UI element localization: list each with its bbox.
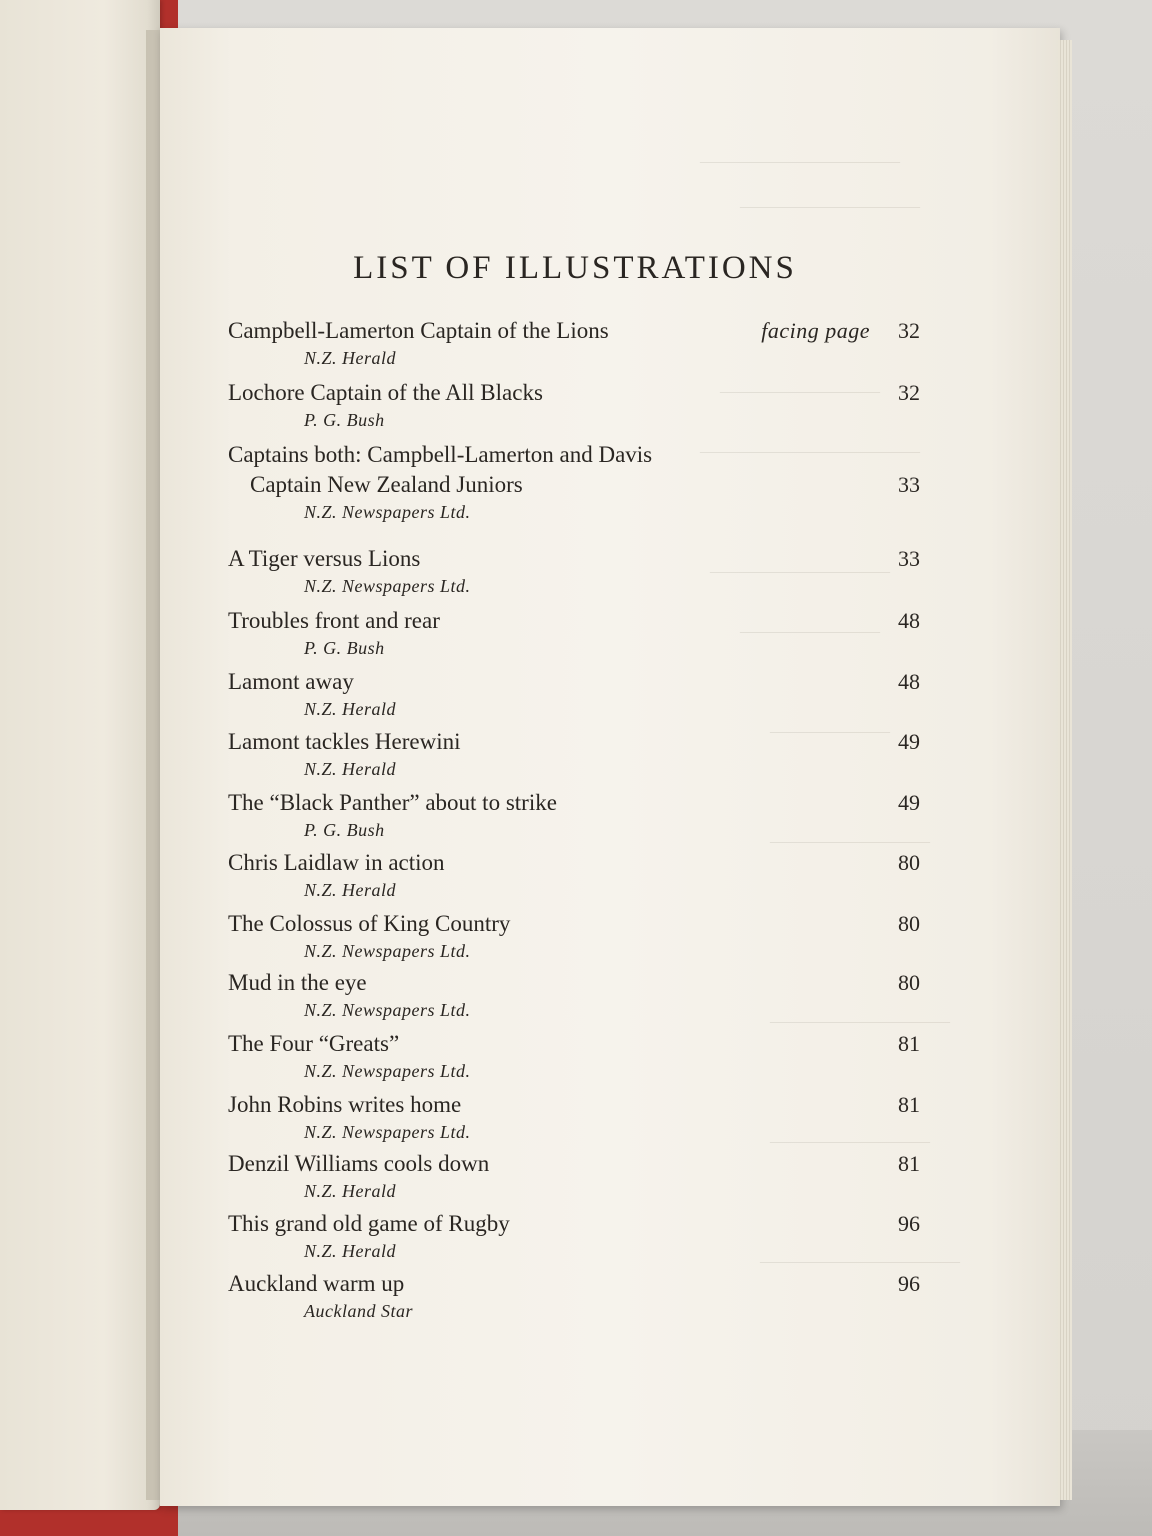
photo-credit: N.Z. Newspapers Ltd.	[304, 502, 471, 522]
page-title: LIST OF ILLUSTRATIONS	[353, 250, 797, 286]
list-item	[228, 316, 928, 370]
photo-credit: N.Z. Newspapers Ltd.	[304, 1061, 471, 1081]
illustration-title: A Tiger versus Lions	[228, 546, 421, 571]
illustration-title: The “Black Panther” about to strike	[228, 790, 557, 815]
page-number: 96	[898, 1271, 920, 1296]
photo-credit: N.Z. Herald	[304, 880, 397, 900]
illustration-title: Troubles front and rear	[228, 608, 440, 633]
facing-page-label: facing page	[761, 318, 870, 343]
list-item	[228, 667, 928, 721]
illustration-title: Auckland warm up	[228, 1271, 405, 1296]
list-item	[228, 968, 928, 1022]
illustration-title: Captains both: Campbell-Lamerton and Davis	[228, 442, 653, 467]
illustration-title: Mud in the eye	[228, 970, 367, 995]
page-number: 33	[898, 546, 920, 571]
list-item	[228, 606, 928, 660]
illustration-title: This grand old game of Rugby	[228, 1211, 510, 1236]
page-number: 80	[898, 970, 920, 995]
page-number: 49	[898, 729, 920, 754]
list-item	[228, 727, 928, 781]
illustration-title: Lamont away	[228, 669, 354, 694]
photo-credit: N.Z. Herald	[304, 699, 397, 719]
photo-credit: P. G. Bush	[304, 410, 385, 430]
illustration-title: The Four “Greats”	[228, 1031, 400, 1056]
list-item	[228, 1269, 928, 1323]
illustration-title: Chris Laidlaw in action	[228, 850, 445, 875]
photo-credit: N.Z. Newspapers Ltd.	[304, 1000, 471, 1020]
page-number: 32	[898, 380, 920, 405]
photo-credit: P. G. Bush	[304, 638, 385, 658]
page-number: 48	[898, 669, 920, 694]
illustration-title: The Colossus of King Country	[228, 911, 511, 936]
page-number: 80	[898, 850, 920, 875]
page-number: 81	[898, 1151, 920, 1176]
list-item	[228, 848, 928, 902]
page-number: 32	[898, 318, 920, 343]
photo-credit: N.Z. Newspapers Ltd.	[304, 1122, 471, 1142]
photo-credit: N.Z. Newspapers Ltd.	[304, 941, 471, 961]
page-number: 49	[898, 790, 920, 815]
photo-credit: N.Z. Herald	[304, 348, 397, 368]
illustration-title: Lamont tackles Herewini	[228, 729, 461, 754]
illustration-title: Denzil Williams cools down	[228, 1151, 490, 1176]
list-item	[228, 440, 928, 524]
page-number: 81	[898, 1031, 920, 1056]
illustration-title: Campbell-Lamerton Captain of the Lions	[228, 318, 609, 343]
page-number: 80	[898, 911, 920, 936]
illustration-title: John Robins writes home	[228, 1092, 462, 1117]
list-item	[228, 788, 928, 842]
illustration-title: Captain New Zealand Juniors	[250, 472, 523, 497]
page-number: 48	[898, 608, 920, 633]
photo-credit: N.Z. Herald	[304, 759, 397, 779]
photo-credit: N.Z. Herald	[304, 1181, 397, 1201]
illustration-title: Lochore Captain of the All Blacks	[228, 380, 543, 405]
photo-credit: N.Z. Newspapers Ltd.	[304, 576, 471, 596]
list-item	[228, 1149, 928, 1203]
photo-credit: N.Z. Herald	[304, 1241, 397, 1261]
list-item	[228, 378, 928, 432]
photo-credit: P. G. Bush	[304, 820, 385, 840]
list-item	[228, 1209, 928, 1263]
list-item	[228, 544, 928, 598]
photo-credit: Auckland Star	[304, 1301, 413, 1321]
list-item	[228, 909, 928, 963]
list-item	[228, 1029, 928, 1083]
list-item	[228, 1090, 928, 1144]
page-number: 81	[898, 1092, 920, 1117]
page-number: 33	[898, 472, 920, 497]
page-number: 96	[898, 1211, 920, 1236]
